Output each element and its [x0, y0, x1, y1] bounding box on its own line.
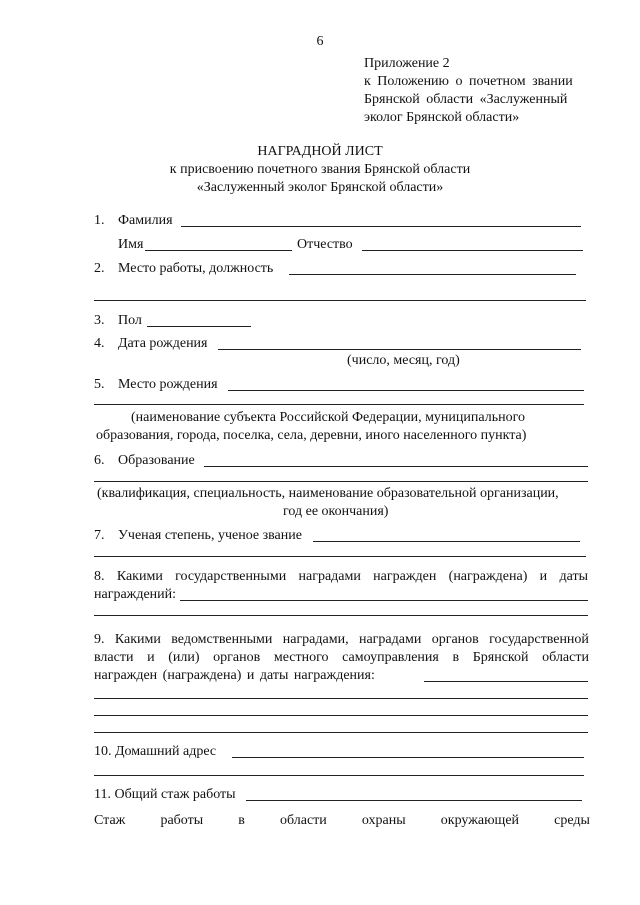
form-subtitle-2: «Заслуженный эколог Брянской области»: [196, 180, 444, 195]
field-dept-awards-label-3: награжден (награждена) и даты награждения:: [94, 668, 375, 683]
dept-awards-input-line[interactable]: [424, 681, 588, 682]
field-birthplace-label: Место рождения: [118, 377, 218, 392]
patronymic-input-line[interactable]: [362, 250, 583, 251]
field-surname-label: Фамилия: [118, 213, 173, 228]
birthdate-hint: (число, месяц, год): [347, 353, 460, 368]
workplace-input-line[interactable]: [289, 274, 576, 275]
birthplace-input-line[interactable]: [228, 390, 584, 391]
birthdate-input-line[interactable]: [218, 349, 581, 350]
birthplace-hint-2: образования, города, поселка, села, деревни, иного населенного пункта): [96, 428, 527, 443]
field-2-number: 2.: [94, 261, 105, 276]
education-hint-1: (квалификация, специальность, наименование образовательной организации,: [97, 486, 559, 501]
education-input-line-2[interactable]: [94, 481, 588, 482]
field-state-awards-label: 8. Какими государственными наградами награжден (награждена) и даты: [94, 569, 588, 584]
field-state-awards-label-2: награждений:: [94, 587, 177, 602]
degree-input-line-2[interactable]: [94, 556, 586, 557]
form-subtitle-1: к присвоению почетного звания Брянской области: [169, 162, 471, 177]
field-workplace-label: Место работы, должность: [118, 261, 274, 276]
field-1-number: 1.: [94, 213, 105, 228]
field-home-address-label: 10. Домашний адрес: [94, 744, 217, 759]
dept-awards-input-line-4[interactable]: [94, 732, 588, 733]
appendix-line-4: эколог Брянской области»: [364, 110, 520, 125]
field-total-experience-label: 11. Общий стаж работы: [94, 787, 236, 802]
birthplace-input-line-2[interactable]: [94, 404, 584, 405]
field-education-label: Образование: [118, 453, 195, 468]
field-dept-awards-label-2: власти и (или) органов местного самоуправления в Брянской области: [94, 650, 589, 665]
field-7-number: 7.: [94, 528, 105, 543]
dept-awards-input-line-2[interactable]: [94, 698, 588, 699]
field-sex-label: Пол: [118, 313, 142, 328]
field-3-number: 3.: [94, 313, 105, 328]
appendix-line-2: к Положению о почетном звании: [364, 74, 573, 89]
field-5-number: 5.: [94, 377, 105, 392]
total-experience-input-line[interactable]: [246, 800, 582, 801]
field-env-experience-label: Стаж работы в области охраны окружающей среды: [94, 813, 590, 828]
appendix-line-3: Брянской области «Заслуженный: [364, 92, 568, 107]
field-name-label: Имя: [118, 237, 144, 252]
field-dept-awards-label: 9. Какими ведомственными наградами, наградами органов государственной: [94, 632, 589, 647]
page-number: 6: [316, 34, 324, 49]
name-input-line[interactable]: [145, 250, 292, 251]
field-6-number: 6.: [94, 453, 105, 468]
education-hint-2: год ее окончания): [283, 504, 389, 519]
sex-input-line[interactable]: [147, 326, 251, 327]
surname-input-line[interactable]: [181, 226, 581, 227]
state-awards-input-line-2[interactable]: [94, 615, 588, 616]
degree-input-line[interactable]: [313, 541, 580, 542]
field-patronymic-label: Отчество: [297, 237, 353, 252]
form-title: НАГРАДНОЙ ЛИСТ: [257, 144, 383, 159]
workplace-input-line-2[interactable]: [94, 300, 586, 301]
field-4-number: 4.: [94, 336, 105, 351]
birthplace-hint-1: (наименование субъекта Российской Федерации, муниципального: [131, 410, 525, 425]
appendix-line-1: Приложение 2: [364, 56, 450, 71]
field-birthdate-label: Дата рождения: [118, 336, 208, 351]
field-degree-label: Ученая степень, ученое звание: [118, 528, 302, 543]
home-address-input-line-2[interactable]: [94, 775, 584, 776]
education-input-line[interactable]: [204, 466, 588, 467]
home-address-input-line[interactable]: [232, 757, 584, 758]
state-awards-input-line[interactable]: [180, 600, 588, 601]
dept-awards-input-line-3[interactable]: [94, 715, 588, 716]
